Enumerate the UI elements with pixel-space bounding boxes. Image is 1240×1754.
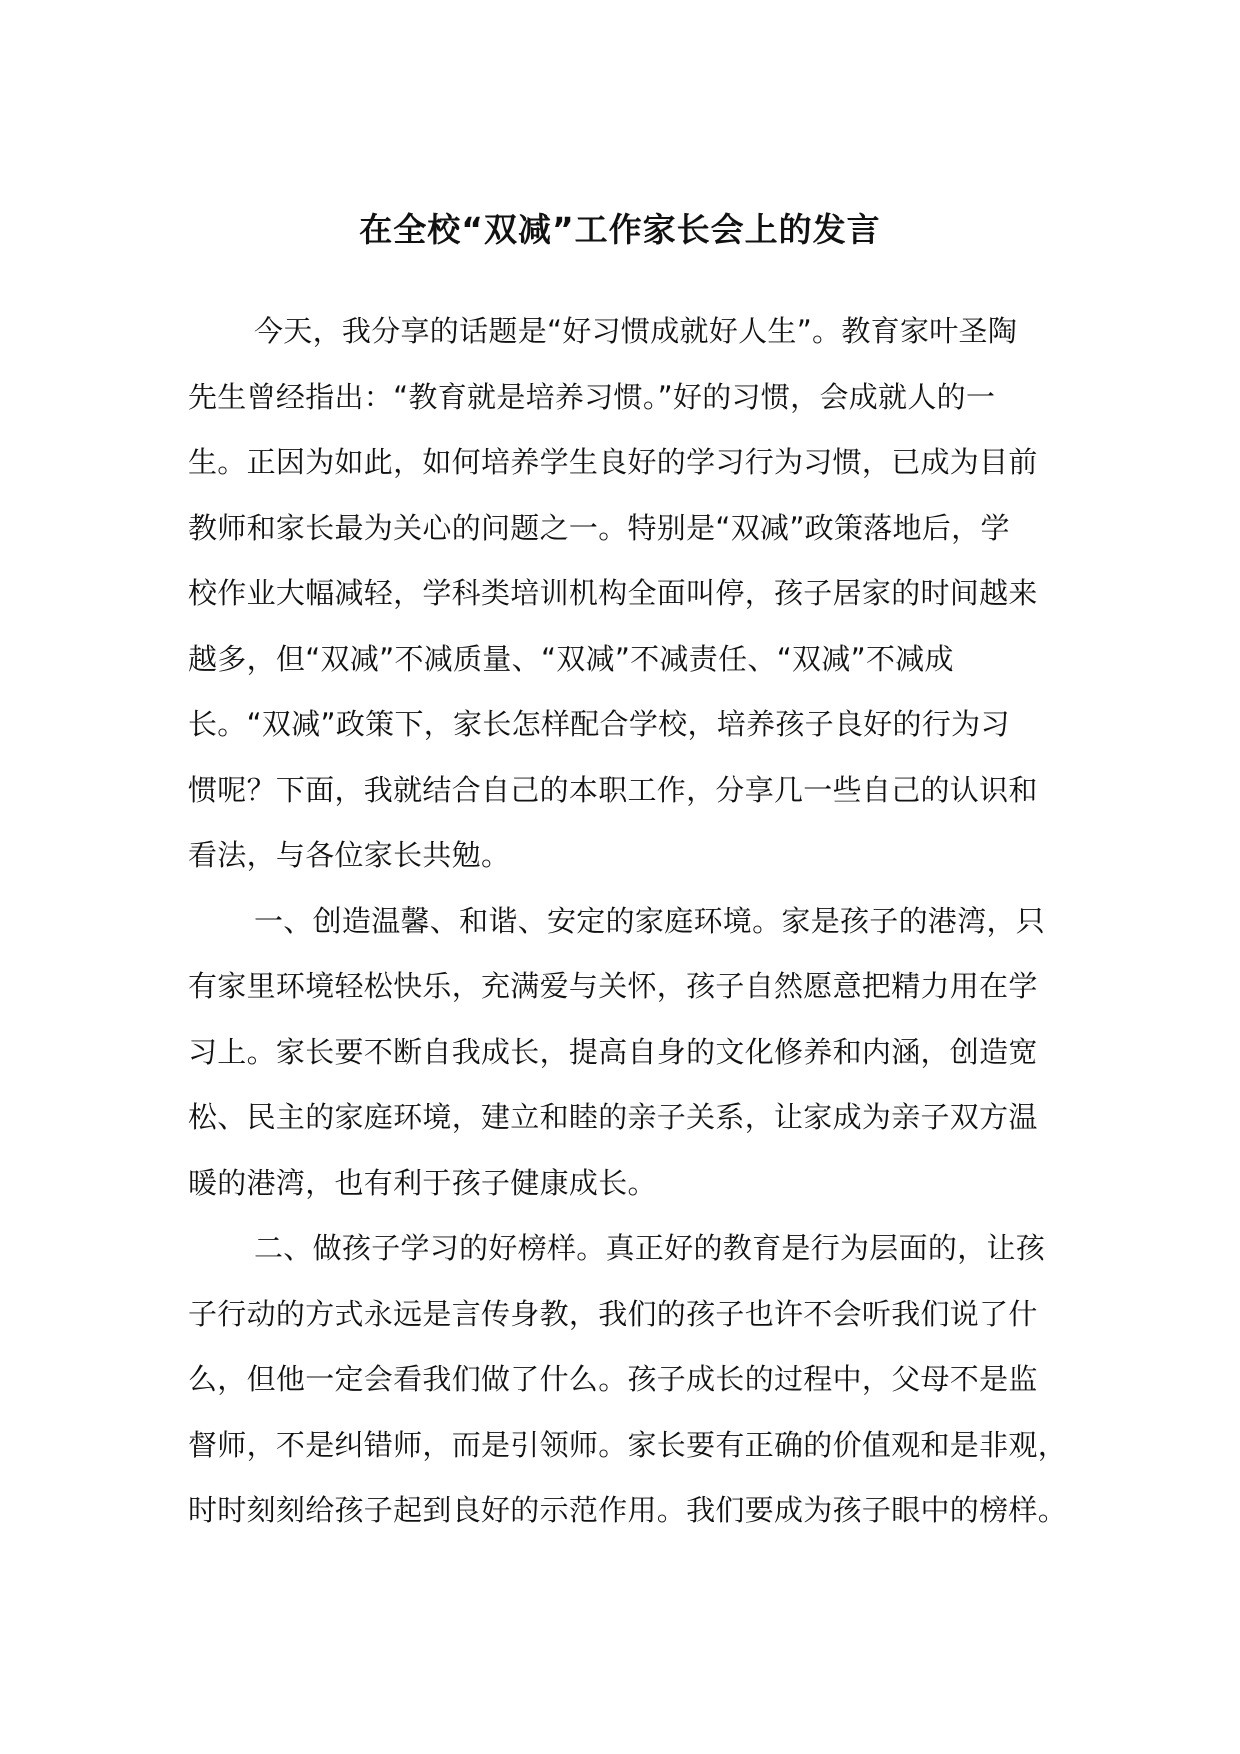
text-line: 二、做孩子学习的好榜样。真正好的教育是行为层面的，让孩 <box>254 1231 1046 1265</box>
text-line: 越多，但“双减”不减质量、“双减”不减责任、“双减”不减成 <box>188 641 954 676</box>
text-line: 惯呢？下面，我就结合自己的本职工作，分享几一些自己的认识和 <box>188 772 1038 807</box>
document-body <box>188 302 1068 1547</box>
text-line: 么，但他一定会看我们做了什么。孩子成长的过程中，父母不是监 <box>188 1362 1038 1396</box>
text-line: 子行动的方式永远是言传身教，我们的孩子也许不会听我们说了什 <box>188 1296 1038 1331</box>
text-line: 暖的港湾，也有利于孩子健康成长。 <box>188 1165 657 1200</box>
text-line: 时时刻刻给孩子起到良好的示范作用。我们要成为孩子眼中的榜样。 <box>188 1493 1068 1527</box>
text-line: 生。正因为如此，如何培养学生良好的学习行为习惯，已成为目前 <box>188 445 1038 479</box>
text-line: 松、民主的家庭环境，建立和睦的亲子关系，让家成为亲子双方温 <box>188 1100 1038 1134</box>
paragraph-intro <box>188 302 1068 892</box>
text-line: 先生曾经指出：“教育就是培养习惯。”好的习惯，会成就人的一 <box>188 379 996 414</box>
text-line: 今天，我分享的话题是“好习惯成就好人生”。教育家叶圣陶 <box>254 314 1018 348</box>
document-title: 在全校“双减”工作家长会上的发言 <box>359 210 881 249</box>
text-line: 一、创造温馨、和谐、安定的家庭环境。家是孩子的港湾，只 <box>254 903 1046 938</box>
text-line: 习上。家长要不断自我成长，提高自身的文化修养和内涵，创造宽 <box>188 1034 1038 1069</box>
text-line: 长。“双减”政策下，家长怎样配合学校，培养孩子良好的行为习 <box>188 707 1010 741</box>
text-line: 校作业大幅减轻，学科类培训机构全面叫停，孩子居家的时间越来 <box>188 576 1038 610</box>
text-line: 教师和家长最为关心的问题之一。特别是“双减”政策落地后，学 <box>188 510 1010 545</box>
text-line: 督师，不是纠错师，而是引领师。家长要有正确的价值观和是非观， <box>188 1427 1068 1462</box>
paragraph-point-two <box>188 1219 1068 1547</box>
text-line: 看法，与各位家长共勉。 <box>188 838 511 872</box>
text-line: 有家里环境轻松快乐，充满爱与关怀，孩子自然愿意把精力用在学 <box>188 969 1038 1003</box>
paragraph-point-one <box>188 892 1068 1220</box>
